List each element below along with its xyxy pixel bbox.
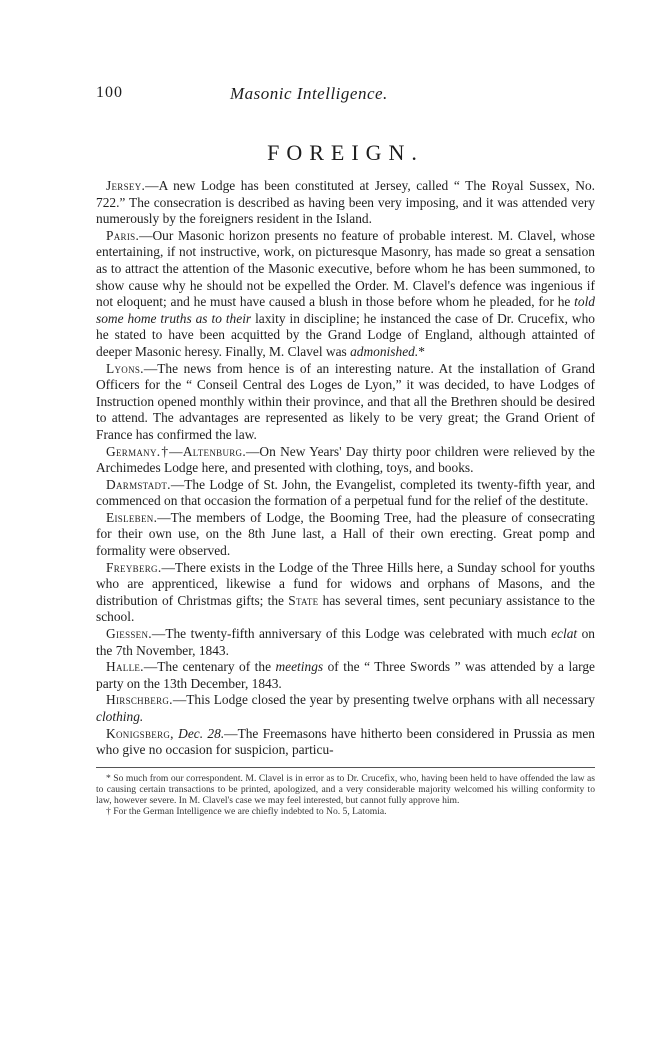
paragraph-lyons	[96, 361, 595, 444]
place-name: Halle.	[106, 659, 144, 675]
paragraph-altenburg	[96, 444, 595, 477]
paragraph-text: has several times, sent pecuniary assistance to the school.	[96, 592, 595, 625]
emphasis-text: clothing.	[96, 709, 144, 724]
paragraph-eisleben	[96, 510, 595, 560]
paragraph-jersey	[96, 178, 595, 228]
place-name: Darmstadt.	[106, 476, 171, 492]
place-name: Germany.	[106, 443, 161, 459]
place-name: Eisleben.	[106, 509, 158, 525]
paragraph-text: —On New Years' Day thirty poor children were relieved by the Archimedes Lodge here, and presented with clothing, toys, and books.	[96, 443, 595, 476]
footnote: † For the German Intelligence we are chiefly indebted to No. 5, Latomia.	[106, 806, 387, 818]
paragraph-paris	[96, 228, 595, 361]
paragraph-text: on the 7th November, 1843.	[96, 626, 595, 658]
place-name: Paris.	[106, 227, 140, 243]
small-caps-text: State	[288, 592, 319, 608]
paragraph-text: laxity in discipline; he instanced the case of Dr. Crucefix, who he stated to have been acquitted by the Grand Lodge of England, although attainted of deeper Masonic heresy. Finally, M. Clavel was	[96, 310, 595, 359]
running-title: Masonic Intelligence.	[230, 84, 388, 103]
paragraph-text: —The Freemasons have hitherto been considered in Prussia as men who give no occasion for suspicion, particu-	[96, 725, 595, 758]
paragraph-freyberg	[96, 560, 595, 626]
footnote-marker: *	[418, 343, 425, 359]
paragraph-text: —The twenty-fifth anniversary of this Lodge was celebrated with much	[151, 626, 552, 642]
footnote: * So much from our correspondent. M. Clavel is in error as to Dr. Crucefix, who, having been held to have offended the law as to causing certain transactions to be printed, apologized, and a very considerable majority welcomed his willing conformity to law, however severe. In M. Clavel's case we may feel interested, but cannot fully approve him.	[96, 772, 595, 807]
page	[96, 84, 595, 818]
section-title: FOREIGN.	[267, 140, 424, 165]
place-name: Hirschberg.	[106, 692, 173, 708]
paragraph-darmstadt	[96, 477, 595, 510]
paragraph-text: —The centenary of the	[143, 659, 276, 675]
footnote-rule	[96, 767, 595, 768]
paragraph-halle	[96, 659, 595, 692]
place-name: Giessen.	[106, 626, 152, 642]
emphasis-text: meetings	[275, 659, 324, 675]
place-name: —Altenburg.	[169, 443, 247, 459]
paragraph-text: —The Lodge of St. John, the Evangelist, completed its twenty-fifth year, and commenced on that occasion the formation of a perpetual fund for the relief of the destitute.	[96, 476, 595, 509]
place-name: Freyberg.	[106, 559, 162, 575]
emphasis-text: eclat	[551, 626, 578, 642]
paragraph-text: —A new Lodge has been constituted at Jersey, called “ The Royal Sussex, No. 722.” The consecration is described as having been very imposing, and it was attended very numerously by the foreigners resident in the Island.	[96, 178, 595, 227]
page-number: 100	[96, 84, 123, 101]
emphasis-text: admonished.	[350, 343, 419, 359]
emphasis-text: told some home truths as to their	[96, 294, 595, 326]
date-text: Dec. 28.	[173, 725, 225, 741]
paragraph-giessen	[96, 626, 595, 659]
page-header	[96, 84, 595, 104]
paragraph-hirschberg	[96, 692, 595, 725]
place-name: Jersey.	[106, 178, 146, 193]
paragraph-konigsberg	[96, 726, 595, 759]
paragraph-text: —The news from hence is of an interesting nature. At the installation of Grand Officers for the “ Conseil Central des Loges de Lyon,” it was decided, to have Lodges of Instruction opened monthly within their province, and that all the Brethren should be desired to attend. The advantages are represented as likely to be very great; the Grand Orient of France has confirmed the law.	[96, 360, 595, 442]
paragraph-text: —Our Masonic horizon presents no feature of probable interest. M. Clavel, whose entertaining, if not instructive, work, on picturesque Masonry, has made so great a sensation as to attract the attention of the Masonic executive, before whom he has been summoned, to show cause why he should not be expelled the Order. M. Clavel's defence was ingenious if not eloquent; and he must have caused a blush in those before whom he pleaded, for he	[96, 227, 595, 310]
place-name: Lyons.	[106, 360, 144, 376]
paragraph-text: —This Lodge closed the year by presenting twelve orphans with all necessary	[172, 692, 595, 708]
place-name: Konigsberg,	[106, 725, 174, 741]
paragraph-text: —There exists in the Lodge of the Three Hills here, a Sunday school for youths who are apprenticed, likewise a fund for widows and orphans of Masons, and the distribution of Christmas gifts; the	[96, 559, 595, 608]
paragraph-text: of the “ Three Swords ” was attended by a large party on the 13th December, 1843.	[96, 659, 595, 691]
footnote-marker: †	[160, 443, 170, 459]
paragraph-text: —The members of Lodge, the Booming Tree, had the pleasure of consecrating for their own use, on the 8th June last, a Hall of their own erecting. Great pomp and formality were observed.	[96, 509, 595, 559]
